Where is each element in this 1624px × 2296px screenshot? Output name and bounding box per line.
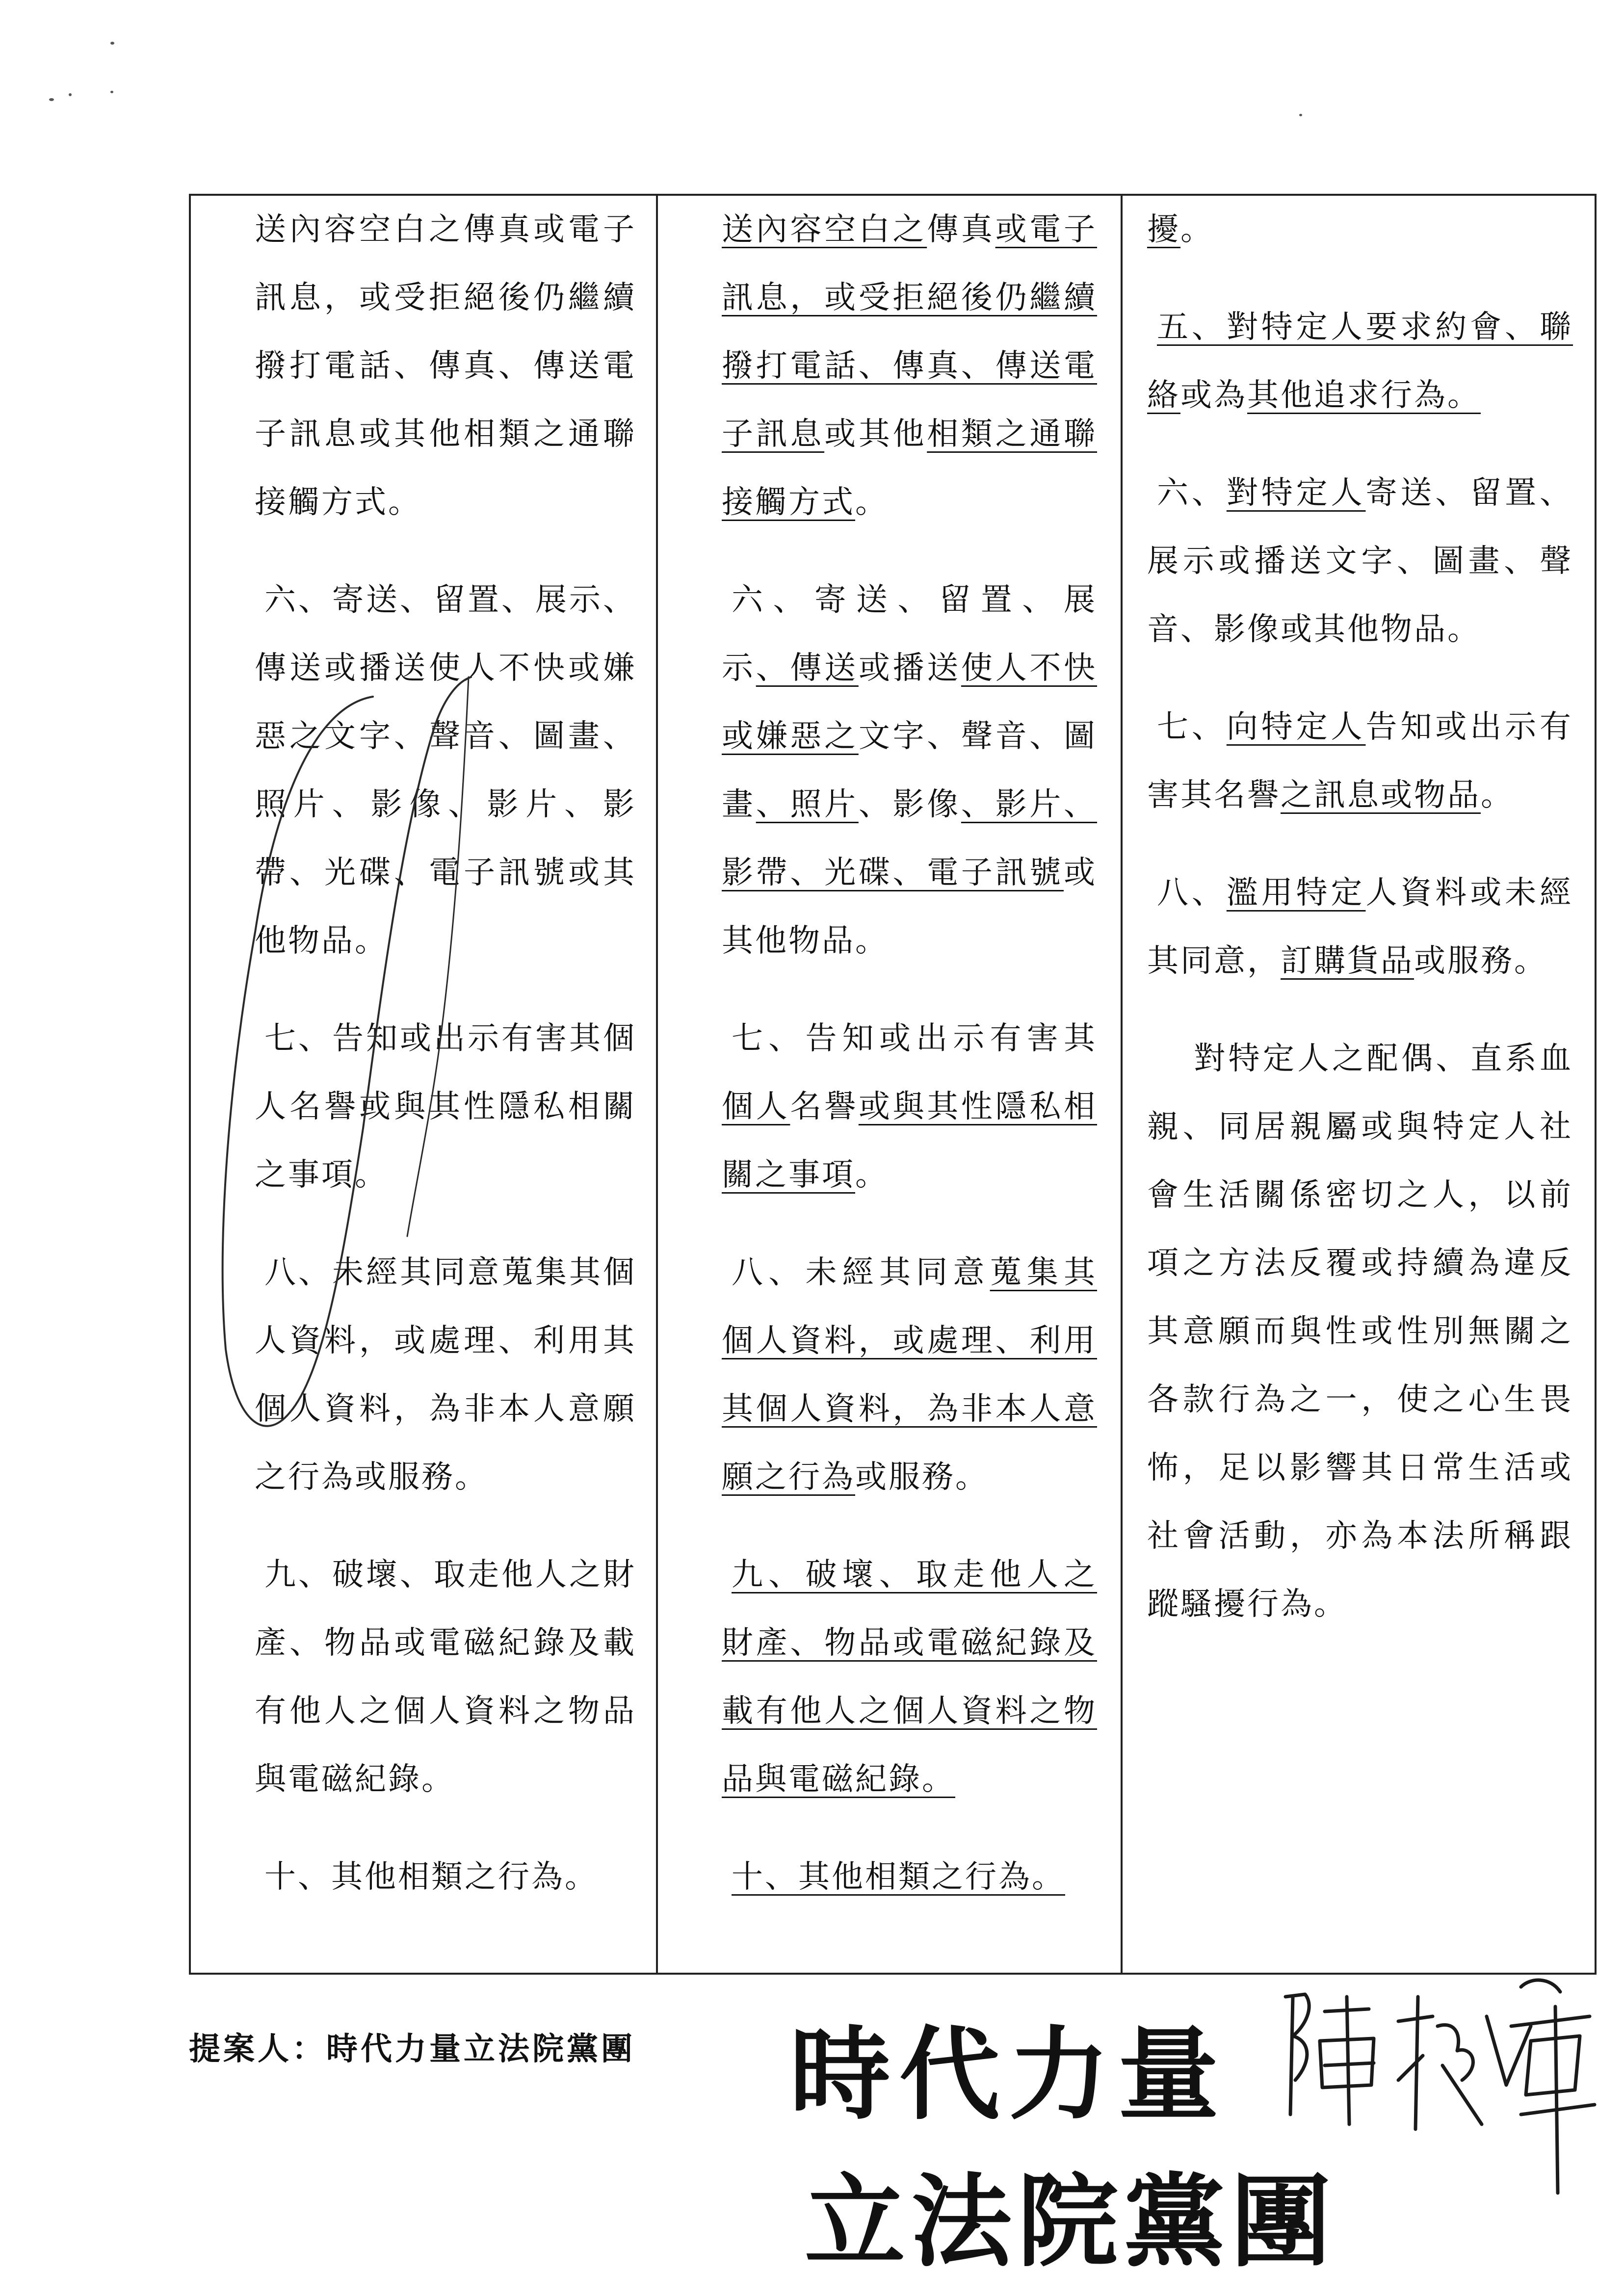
paragraph: 七、告知或出示有害其個人名譽或與其性隱私相關之事項。 [255,1020,636,1193]
current-text-column [190,195,657,1974]
paragraph: 六、寄送、留置、展示、傳送或播送使人不快或嫌惡之文字、聲音、圖畫、照片、影像、影片、影帶、光碟、電子訊號或其他物品。 [255,582,636,959]
paragraph [1147,459,1573,664]
text-segment: 或為 [1180,377,1247,414]
amended-segment: 訂購貨品 [1281,943,1414,979]
party-caucus-seal [780,1997,1337,2291]
amended-segment: 或電子訊息，或受拒絕後仍繼續撥打電話、傳真、傳送電子訊息 [722,211,1098,452]
text-segment: 八、 [1157,875,1227,911]
amended-segment: 向特定人 [1226,709,1366,745]
paragraph [1147,293,1573,430]
handwritten-signature [1276,1967,1599,2198]
scan-speck [69,93,72,96]
paragraph [722,196,1097,537]
text-segment: 六、 [1157,475,1227,511]
scan-speck [1299,114,1302,116]
paragraph [1147,859,1573,995]
text-segment: 。 [1481,777,1514,813]
amended-segment: 、影片、影帶、光碟、電子訊號 [722,786,1098,891]
text-segment: 對特定人之配偶、直系血親、同居親屬或與特定人社會生活關係密切之人，以前項之方法反覆或持續為違反其意願而與性或性別無關之各款行為之一，使之心生畏怖，足以影響其日常生活或社會活動，亦為本法所稱跟蹤騷擾行為。 [1147,1041,1573,1622]
amended-segment: 對特定人 [1226,475,1366,511]
text-segment: 或服務。 [1414,943,1547,979]
text-segment: 或服務。 [855,1459,989,1495]
text-segment: 寄送、留置、展示或播送文字、圖畫、聲音、影像或其他物品。 [1147,475,1573,648]
text-segment: 文字、聲音、圖畫 [722,718,1098,823]
paragraph [722,1843,1097,1911]
paragraph [1147,1025,1573,1639]
amended-segment: 使人不快或嫌惡之 [722,650,1098,755]
text-segment: 七、告知或出示有害其 [732,1020,1097,1057]
scan-speck [110,42,114,45]
paragraph [722,1005,1097,1209]
amended-text-column [657,195,1122,1974]
proposer-line: 提案人：時代力量立法院黨團 [189,2031,635,2067]
explanation-column [1122,195,1596,1974]
amended-segment: 相類之通聯接觸方式 [722,416,1098,521]
amended-segment: 、傳送 [756,650,859,686]
text-segment: 告知或出示有害其名譽 [1147,709,1573,813]
explanation-cell [1123,196,1595,1639]
text-segment: 。 [1180,211,1214,248]
current-text-cell [191,196,656,1911]
text-segment: 傳真 [927,211,995,248]
amended-segment: 其他追求行為。 [1247,377,1481,414]
scan-speck [49,98,54,101]
comparison-table [189,194,1597,1975]
paragraph: 八、未經其同意蒐集其個人資料，或處理、利用其個人資料，為非本人意願之行為或服務。 [255,1254,636,1495]
text-segment: 或播送 [858,650,961,686]
paragraph [722,1239,1097,1512]
text-segment: 名譽 [790,1089,859,1125]
amended-segment: 擾 [1147,211,1180,248]
paragraph [722,1541,1097,1814]
scan-speck [110,91,113,93]
amended-text-cell [658,196,1121,1911]
amended-segment: 送內容空白之 [722,211,927,248]
svg-text:立法院黨團: 立法院黨團 [805,2164,1337,2281]
text-segment: 、影像 [858,786,961,823]
amended-segment: 濫用特定 [1226,875,1366,911]
paragraph: 送內容空白之傳真或電子訊息，或受拒絕後仍繼續撥打電話、傳真、傳送電子訊息或其他相類之通聯接觸方式。 [255,211,636,521]
table-row [190,195,1596,1974]
amended-segment: 或與其性隱私相關之事項 [722,1089,1098,1193]
paragraph: 九、破壞、取走他人之財產、物品或電磁紀錄及載有他人之個人資料之物品與電磁紀錄。 [255,1557,636,1798]
paragraph [722,566,1097,975]
text-segment: 六、寄送、留置、展示 [722,582,1097,686]
text-segment: 。 [855,1157,889,1193]
amended-segment: 個人 [722,1089,790,1125]
text-segment: 人資料或未經其同意， [1147,875,1573,979]
amended-segment: 九、破壞、取走他人之財產、物品或電磁紀錄及載有他人之個人資料之物品與電磁紀錄。 [722,1557,1097,1798]
paragraph: 十、其他相類之行為。 [264,1859,598,1895]
text-segment: 。 [855,484,889,521]
amended-segment: 、照片 [756,786,859,823]
text-segment: 或其他 [824,416,927,452]
text-segment: 七、 [1157,709,1227,745]
amended-segment: 十、其他相類之行為。 [732,1859,1065,1895]
amended-segment: 之訊息或物品 [1281,777,1481,813]
text-segment: 或其他物品。 [722,855,1097,959]
amended-segment: 蒐集其個人資料，或處理、利用其個人資料，為非本人意願之行為 [722,1254,1098,1495]
svg-text:時代力量: 時代力量 [790,2017,1228,2134]
paragraph [1147,196,1573,264]
paragraph [1147,693,1573,830]
amended-segment: 五、對特定人要求約會、聯絡 [1147,309,1573,414]
text-segment: 八、未經其同意 [732,1254,990,1291]
